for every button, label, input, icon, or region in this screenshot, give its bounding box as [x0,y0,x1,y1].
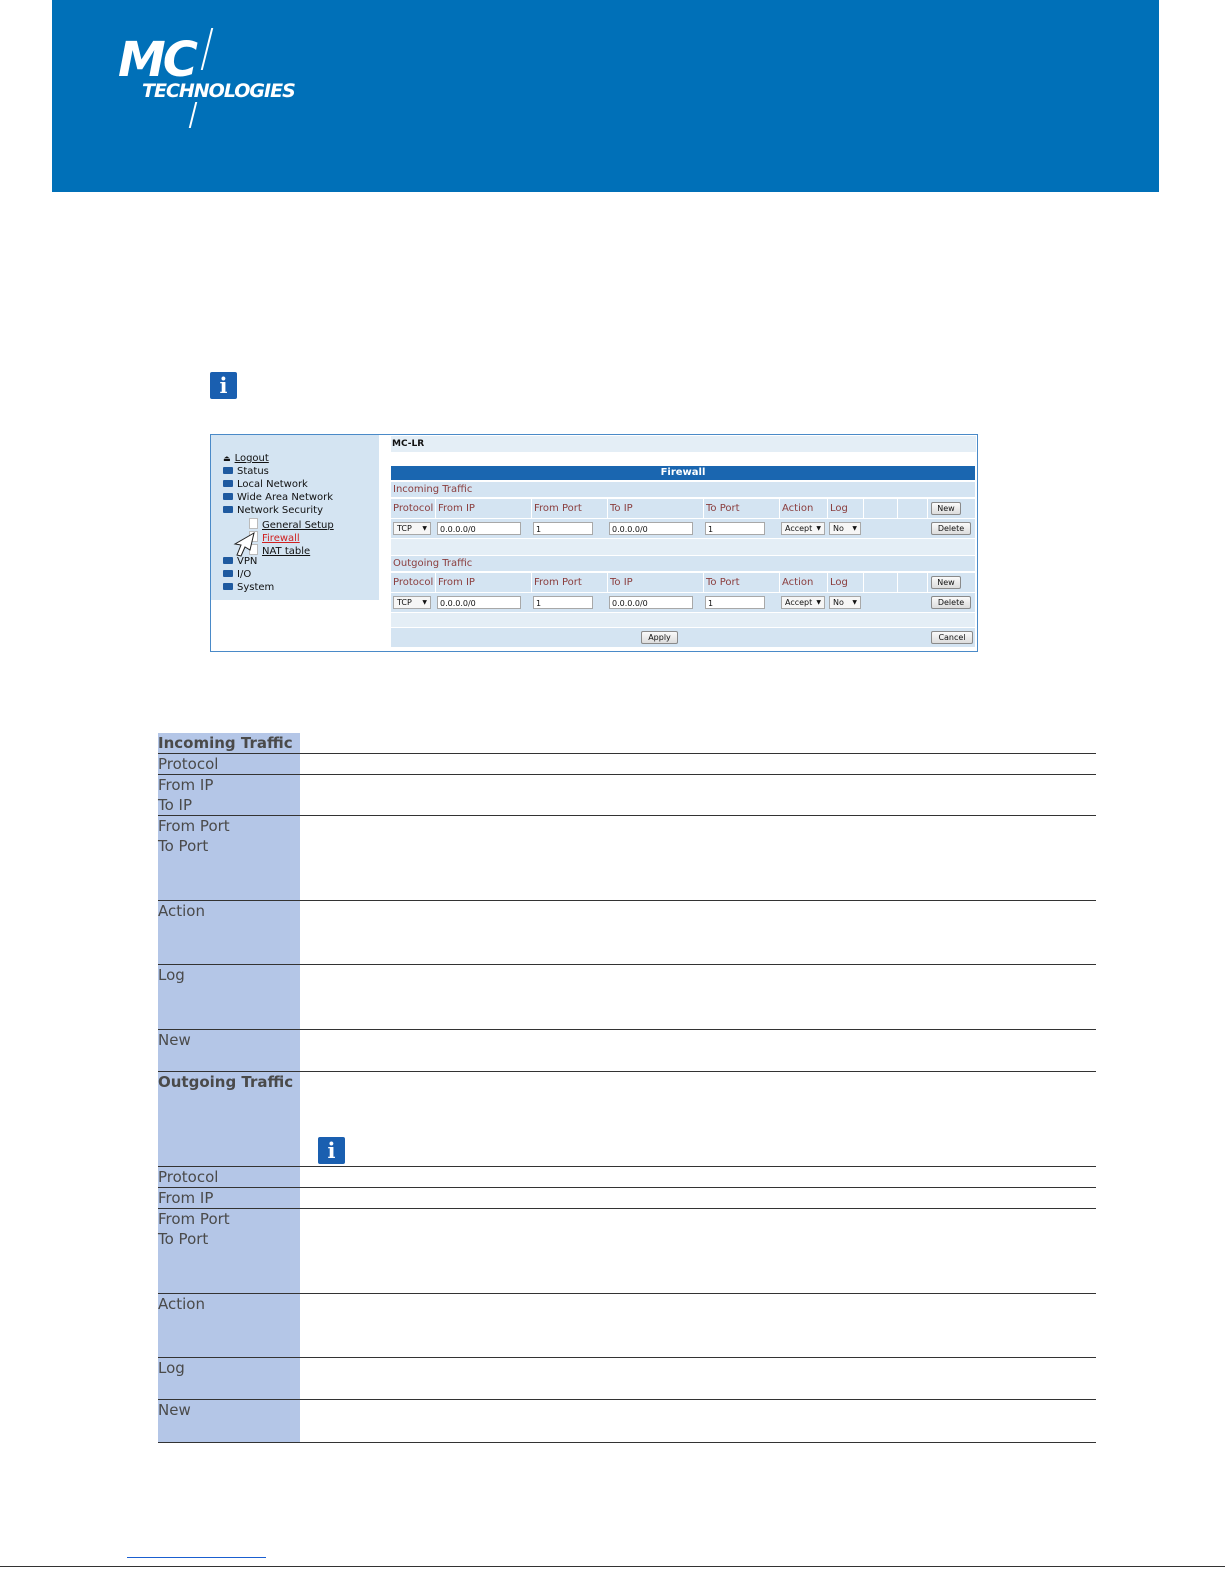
ref-label: Protocol [158,1167,300,1187]
outgoing-delete-button[interactable]: Delete [931,596,971,609]
col-protocol: Protocol [393,577,434,588]
ref-label: Action [158,1294,300,1357]
divider [158,1442,1096,1443]
ref-label: Protocol [158,754,300,774]
page-title: Firewall [391,466,975,480]
footer-link-underline[interactable] [127,1557,266,1558]
sidebar-item-label: VPN [237,556,258,567]
col-from-port: From Port [531,573,607,592]
select-value: TCP [397,524,412,533]
select-value: TCP [397,598,412,607]
ref-label: Incoming Traffic [158,733,300,753]
sidebar-subitem-firewall[interactable] [249,531,300,545]
sidebar-item-io[interactable] [223,569,251,581]
footer-row [391,628,975,647]
incoming-section-label: Incoming Traffic [391,482,975,497]
col-empty [897,573,927,592]
sidebar-item-status[interactable] [223,466,269,478]
sidebar-subitem-nat-table[interactable] [249,544,310,558]
folder-icon [223,480,233,487]
firewall-main [391,435,975,649]
sidebar-item-label: System [237,582,275,593]
ref-label: New [158,1030,300,1071]
chevron-down-icon: ▼ [852,525,857,532]
outgoing-header-row [391,573,975,592]
info-icon: i [318,1137,345,1164]
outgoing-to-port-input[interactable]: 1 [705,596,765,609]
sidebar-item-local-network[interactable] [223,479,308,491]
sidebar-item-label: I/O [237,569,252,580]
chevron-down-icon: ▼ [422,599,427,606]
logout-icon: ⏏ [223,454,231,463]
col-from-port: From Port [531,499,607,518]
page-icon [249,518,258,529]
outgoing-section-label: Outgoing Traffic [391,556,975,571]
sidebar-item-network-security[interactable] [223,505,323,517]
incoming-action-select[interactable] [781,522,825,535]
ref-label: From Port To Port [158,1209,300,1293]
sidebar-subitem-general-setup[interactable] [249,518,334,532]
col-to-ip: To IP [607,499,703,518]
chevron-down-icon: ▼ [852,599,857,606]
mouse-pointer-icon [231,532,255,558]
col-log: Log [827,573,863,592]
sidebar-nav [211,435,379,600]
col-action: Action [779,573,827,592]
select-value: No [833,598,844,607]
col-from-ip: From IP [435,573,531,592]
chevron-down-icon: ▼ [816,525,821,532]
logout-link[interactable]: Logout [234,453,269,464]
incoming-to-port-input[interactable]: 1 [705,522,765,535]
incoming-rule-row [391,519,975,538]
incoming-log-select[interactable] [829,522,861,535]
folder-icon [223,557,233,564]
firewall-link[interactable]: Firewall [262,533,300,544]
incoming-to-ip-input[interactable]: 0.0.0.0/0 [609,522,693,535]
folder-icon [223,570,233,577]
outgoing-rule-row [391,593,975,612]
info-icon: i [210,372,237,399]
outgoing-action-select[interactable] [781,596,825,609]
ref-label: From IP [158,1188,300,1208]
folder-icon [223,467,233,474]
incoming-header-row [391,499,975,518]
cancel-button[interactable]: Cancel [931,631,973,644]
outgoing-protocol-select[interactable] [393,596,431,609]
col-log: Log [827,499,863,518]
chevron-down-icon: ▼ [422,525,427,532]
outgoing-new-button[interactable]: New [931,576,961,589]
col-empty [863,499,897,518]
col-empty [863,573,897,592]
logo-slash-top [201,28,213,70]
ref-label: Outgoing Traffic [158,1072,300,1166]
sidebar-item-wan[interactable] [223,492,333,504]
col-action: Action [779,499,827,518]
incoming-protocol-select[interactable] [393,522,431,535]
outgoing-to-ip-input[interactable]: 0.0.0.0/0 [609,596,693,609]
select-value: Accept [785,598,813,607]
col-to-port: To Port [703,499,779,518]
sidebar-item-label: Network Security [237,505,323,516]
col-to-port: To Port [703,573,779,592]
sidebar-item-logout[interactable] [223,453,269,465]
spacer [391,613,975,627]
col-to-ip: To IP [607,573,703,592]
general-setup-link[interactable]: General Setup [262,520,334,531]
folder-icon [223,506,233,513]
chevron-down-icon: ▼ [816,599,821,606]
outgoing-log-select[interactable] [829,596,861,609]
logo-slash-bottom [189,102,197,128]
company-logo [118,24,318,134]
nat-table-link[interactable]: NAT table [262,546,311,557]
col-protocol: Protocol [393,503,434,514]
logo-technologies: TECHNOLOGIES [142,80,295,102]
ref-label: Log [158,965,300,1029]
sidebar-item-label: Status [237,466,269,477]
sidebar-item-system[interactable] [223,582,274,594]
select-value: Accept [785,524,813,533]
col-empty [897,499,927,518]
device-name: MC-LR [391,436,976,452]
ref-label: Log [158,1358,300,1399]
incoming-from-ip-input[interactable]: 0.0.0.0/0 [437,522,521,535]
incoming-delete-button[interactable]: Delete [931,522,971,535]
folder-icon [223,583,233,590]
router-screenshot [210,434,978,652]
sidebar-item-label: Local Network [237,479,308,490]
incoming-from-port-input[interactable]: 1 [533,522,593,535]
apply-button[interactable]: Apply [641,631,678,644]
folder-icon [223,493,233,500]
spacer [391,539,975,555]
footer-divider [0,1566,1225,1567]
outgoing-from-ip-input[interactable]: 0.0.0.0/0 [437,596,521,609]
ref-label: From Port To Port [158,816,300,900]
logo-mc: MC [118,32,195,88]
incoming-new-button[interactable]: New [931,502,961,515]
outgoing-from-port-input[interactable]: 1 [533,596,593,609]
select-value: No [833,524,844,533]
ref-label: New [158,1400,300,1442]
ref-label: Action [158,901,300,964]
sidebar-item-label: Wide Area Network [237,492,334,503]
col-from-ip: From IP [435,499,531,518]
ref-label: From IP To IP [158,775,300,815]
